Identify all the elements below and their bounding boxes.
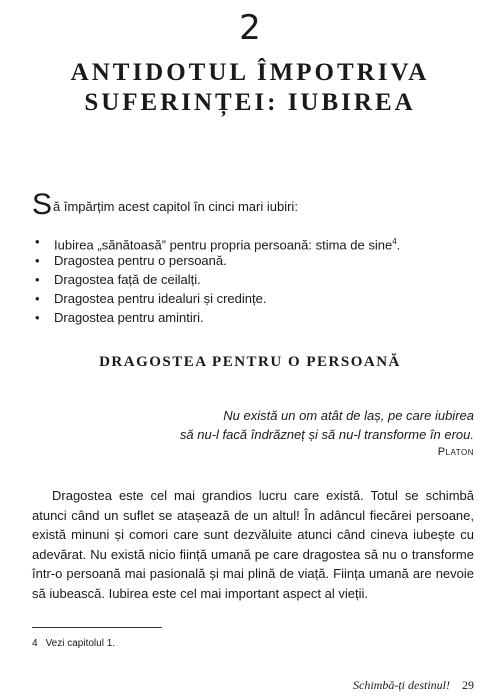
bullet-text: Dragostea pentru amintiri. (54, 310, 204, 325)
footnote-text: Vezi capitolul 1. (45, 638, 116, 649)
quote-line-1: Nu există un om atât de laș, pe care iubirea (223, 408, 474, 423)
epigraph-quote (34, 406, 474, 444)
bullet-suffix: . (396, 237, 401, 253)
bullet-item-ideals (32, 289, 472, 308)
book-title: Schimbă-ți destinul! (353, 678, 450, 692)
footnote-number: 4 (32, 638, 38, 649)
footnote (32, 638, 115, 649)
body-paragraph: Dragostea este cel mai grandios lucru care există. Totul se schimbă atunci când un suflet se atașează de un altul! În adâncul fiecărei persoane, există minuni și comori care sunt dezvăluite atunci când cineva iubește cu adevărat. Nu există nicio ființă umană pe care dragostea să nu o transforme într-o persoană mai pasională și mai plină de viață. Ființa umană are nevoie să iubească. Iubirea este cel mai important aspect al vieții. (32, 488, 474, 601)
quote-author: Platon (437, 446, 474, 458)
quote-line-2: să nu-l facă îndrăzneț și să nu-l transforme în erou. (179, 427, 474, 442)
page-number: 29 (462, 678, 474, 692)
chapter-title-line-1: ANTIDOTUL ÎMPOTRIVA (70, 59, 430, 86)
bullet-item-others (32, 270, 472, 289)
chapter-number: 2 (239, 8, 261, 48)
bullet-item-memories (32, 308, 472, 327)
footnote-ref: 4 (392, 237, 397, 246)
intro-paragraph (32, 188, 472, 221)
chapter-title (0, 58, 500, 118)
bullet-item-person (32, 251, 472, 270)
drop-cap: S (32, 188, 53, 221)
running-footer (353, 678, 474, 693)
bullet-item-self-esteem (32, 232, 472, 251)
section-heading: DRAGOSTEA PENTRU O PERSOANĂ (99, 354, 401, 370)
bullet-text: Dragostea pentru idealuri și credințe. (54, 291, 267, 306)
bullet-text: Dragostea față de ceilalți. (54, 272, 201, 287)
bullet-list (32, 232, 472, 327)
chapter-title-line-2: SUFERINȚEI: IUBIREA (84, 89, 416, 116)
footnote-divider (32, 627, 162, 628)
bullet-text: Iubirea „sănătoasă” pentru propria persoană: stima de sine (54, 237, 393, 253)
intro-text: ă împărțim acest capitol în cinci mari iubiri: (53, 199, 298, 214)
bullet-text: Dragostea pentru o persoană. (54, 253, 227, 268)
